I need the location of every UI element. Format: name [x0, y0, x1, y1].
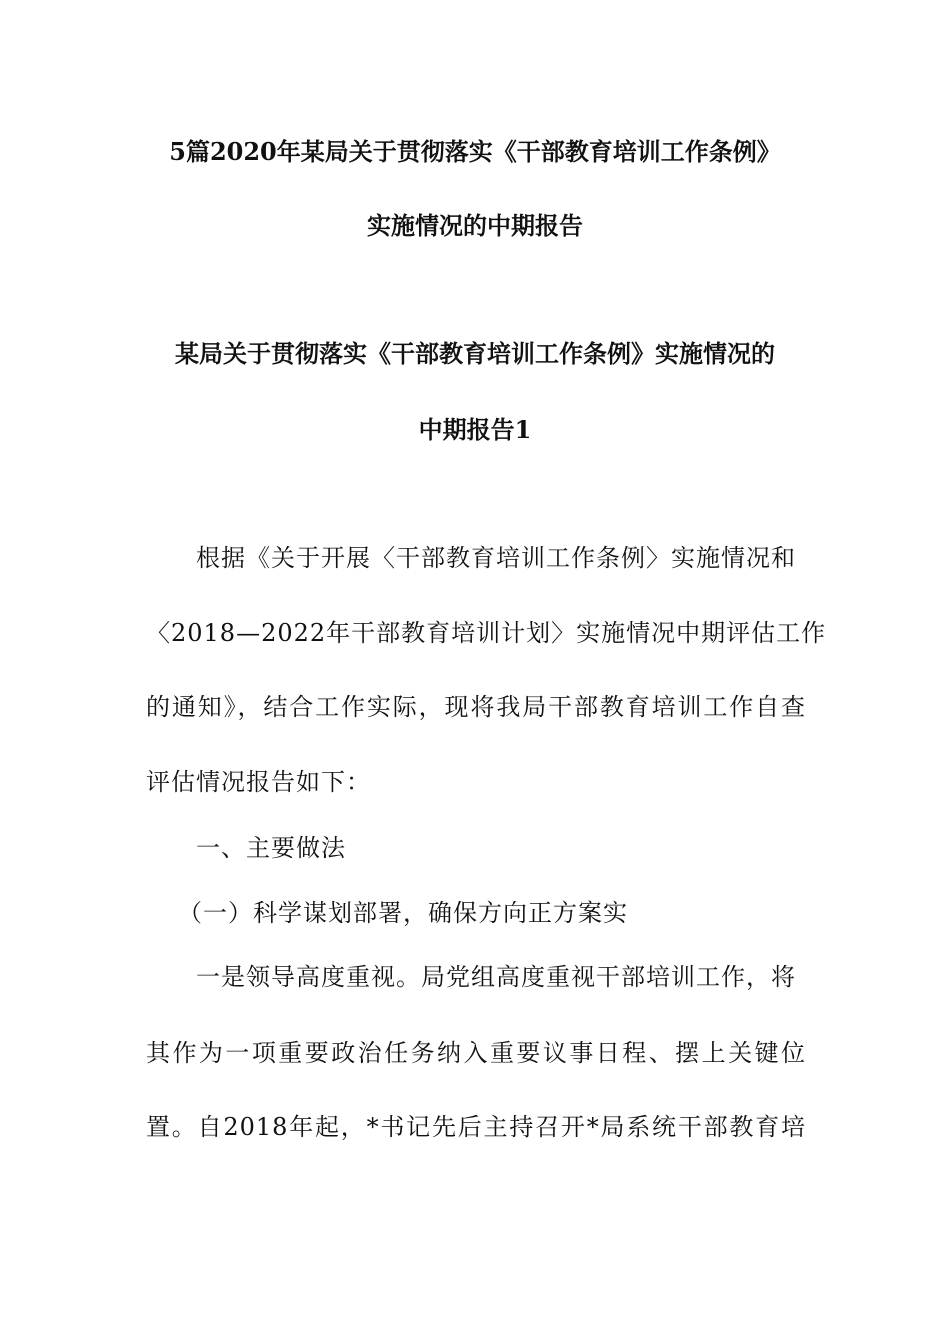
paragraph-line: 其作为一项重要政治任务纳入重要议事日程、摆上关键位: [146, 1039, 806, 1067]
paragraph-line: 评估情况报告如下：: [146, 768, 371, 796]
section-heading: 一、主要做法: [196, 834, 346, 862]
section-title-line-1: 某局关于贯彻落实《干部教育培训工作条例》实施情况的: [175, 339, 775, 368]
paragraph-line: 置。自2018年起，*书记先后主持召开*局系统干部教育培: [146, 1113, 806, 1141]
paragraph-line: 一是领导高度重视。局党组高度重视干部培训工作，将: [196, 963, 796, 991]
main-title-line-1: 5篇2020年某局关于贯彻落实《干部教育培训工作条例》: [169, 137, 781, 166]
main-title-line-2: 实施情况的中期报告: [367, 211, 583, 240]
paragraph-line: 的通知》，结合工作实际，现将我局干部教育培训工作自查: [146, 693, 806, 721]
paragraph-line: 〈2018—2022年干部教育培训计划〉实施情况中期评估工作: [146, 619, 827, 647]
paragraph-line: 根据《关于开展〈干部教育培训工作条例〉实施情况和: [196, 544, 796, 572]
subsection-heading: （一）科学谋划部署，确保方向正方案实: [178, 899, 628, 927]
section-title-line-2: 中期报告1: [418, 415, 532, 444]
